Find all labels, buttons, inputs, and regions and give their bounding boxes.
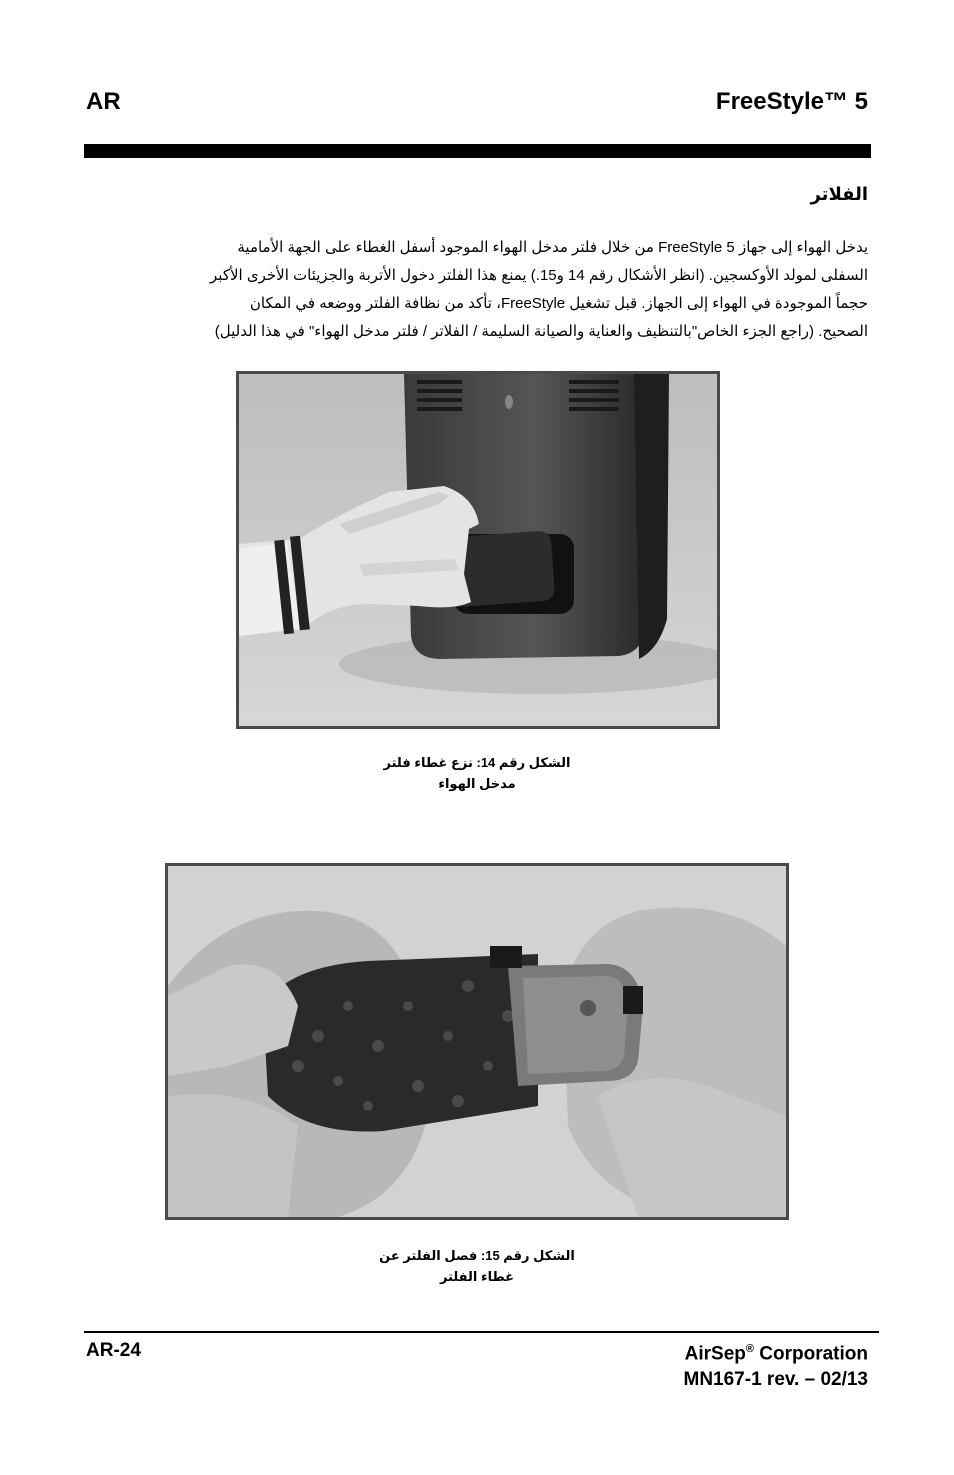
figure-15-caption [0, 1245, 954, 1287]
caption-line: الشكل رقم 15: فصل الفلتر عن [379, 1248, 575, 1263]
caption-line: الشكل رقم 14: نزع غطاء فلتر [383, 755, 571, 770]
registered-mark: ® [745, 1343, 754, 1355]
section-title: الفلاتر [810, 184, 868, 204]
paragraph-line: السفلى لمولد الأوكسجين. (انظر الأشكال رقم 14 و15.) يمنع هذا الفلتر دخول الأتربة والجزيئات الأخرى الأكبر [210, 267, 868, 284]
footer-company [684, 1336, 869, 1367]
figure-14-caption [0, 752, 954, 794]
header-product-name: FreeStyle™ 5 [715, 88, 868, 115]
body-paragraph [86, 234, 868, 346]
figure-15-photo [165, 863, 789, 1220]
figure-14-photo [236, 371, 720, 729]
company-suffix: Corporation [754, 1343, 868, 1365]
caption-line: مدخل الهواء [438, 776, 516, 791]
header-language-code: AR [86, 88, 121, 115]
footer-doc-revision: MN167-1 rev. – 02/13 [683, 1369, 868, 1391]
footer-divider [84, 1331, 879, 1333]
header-divider [84, 144, 871, 158]
paragraph-line: حجماً الموجودة في الهواء إلى الجهاز. قبل تشغيل FreeStyle، تأكد من نظافة الفلتر ووضعه في المكان [249, 295, 868, 312]
company-name: AirSep [684, 1343, 746, 1365]
paragraph-line: الصحيح. (راجع الجزء الخاص"بالتنظيف والعناية والصيانة السليمة / الفلاتر / فلتر مدخل الهواء" في هذا الدليل) [214, 323, 868, 340]
paragraph-line: يدخل الهواء إلى جهاز FreeStyle 5 من خلال فلتر مدخل الهواء الموجود أسفل الغطاء على الجهة الأمامية [237, 239, 868, 256]
footer-company-info [684, 1336, 869, 1393]
caption-line: غطاء الفلتر [439, 1269, 515, 1284]
footer-page-number: AR-24 [86, 1340, 141, 1361]
